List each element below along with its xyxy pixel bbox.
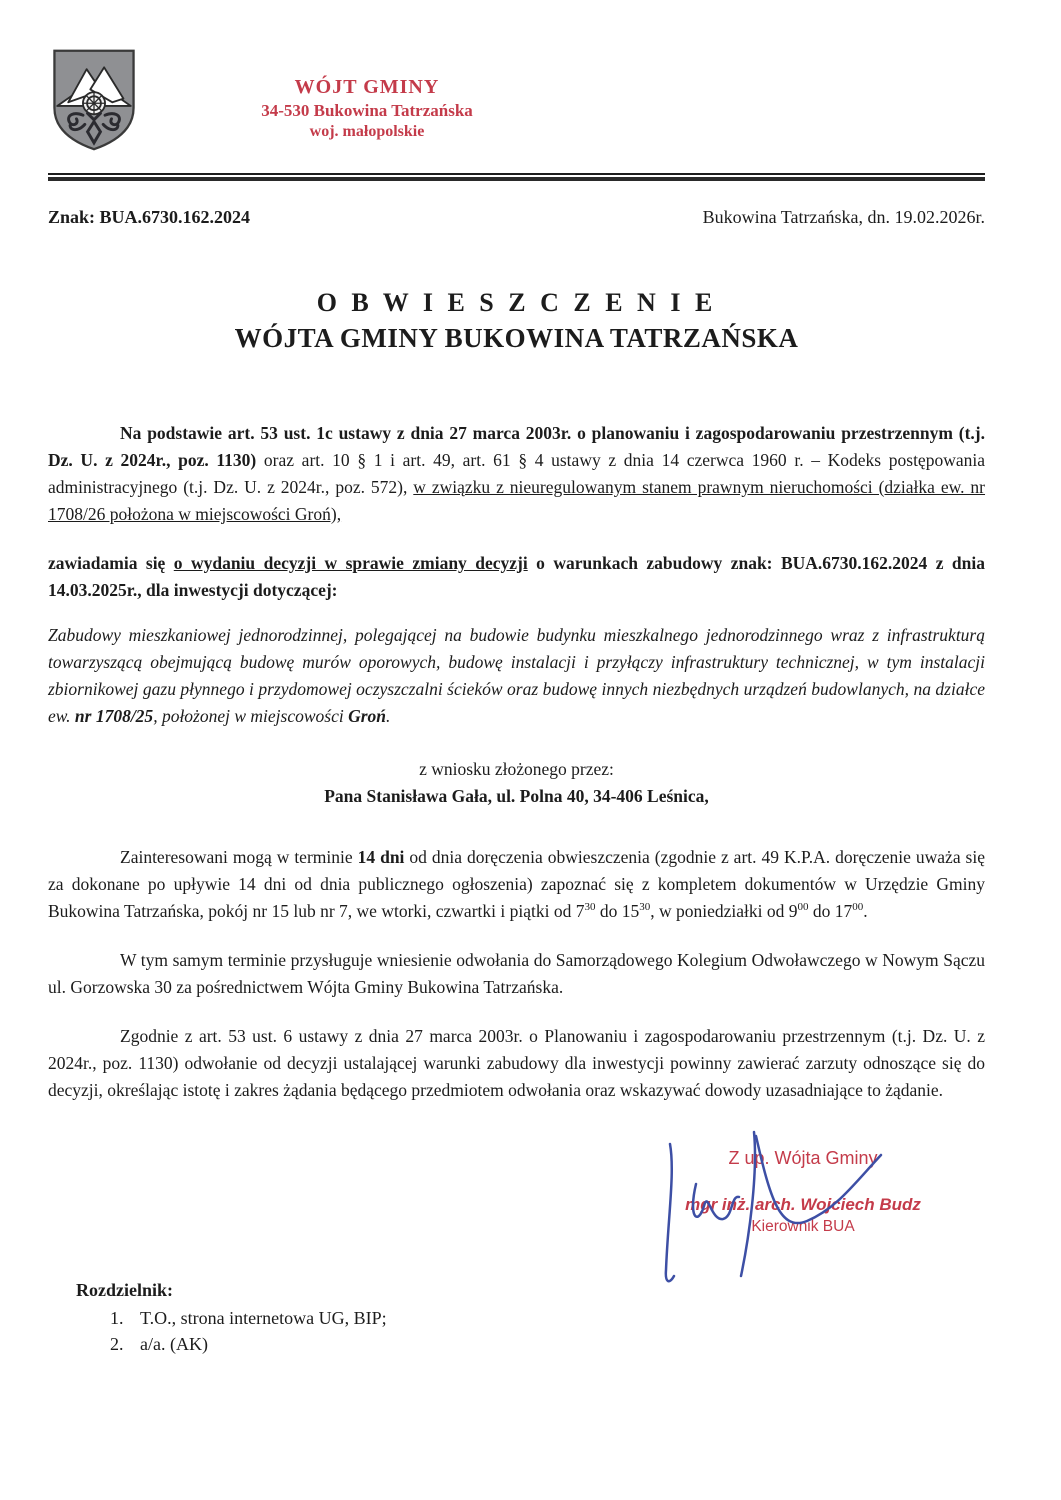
office-name: WÓJT GMINY — [294, 76, 440, 98]
legal-basis-bold: Na podstawie art. 53 ust. 1c ustawy z dnia 27 marca 2003r. o planowaniu i zagospodarowaniu przestrzennym (t.j. Dz. U. z 2024r., poz. 1130) — [48, 423, 985, 470]
investment-locality: Groń — [348, 706, 387, 726]
notification-paragraph — [48, 550, 985, 604]
inspection-terms-paragraph — [48, 844, 985, 925]
reference-row — [48, 207, 985, 228]
applicant-intro: z wniosku złożonego przez: — [419, 759, 614, 779]
investment-part1: Zabudowy mieszkaniowej jednorodzinnej, polegającej na budowie budynku mieszkalnego jednorodzinnego wraz z infrastrukturą towarzyszącą obejmującą budowę murów oporowych, budowę instalacji i przyłączy infrastruktury technicznej, w tym instalacji zbiornikowej gazu płynnego i przydomowej oczyszczalni ścieków oraz budowę innych niezbędnych urządzeń budowlanych, na działce ew. — [48, 625, 985, 726]
notification-underlined: o wydaniu decyzji w sprawie zmiany decyzji — [173, 553, 528, 573]
inspection-part5: do 17 — [808, 901, 853, 921]
distribution-list — [76, 1305, 985, 1357]
inspection-part6: . — [863, 901, 868, 921]
inspection-part4: , w poniedziałki od 9 — [650, 901, 798, 921]
inspection-deadline: 14 dni — [357, 847, 405, 867]
hour-sup-4: 00 — [852, 901, 864, 914]
place-and-date: Bukowina Tatrzańska, dn. 19.02.2026r. — [702, 207, 985, 227]
signature-on-behalf: Z up. Wójta Gminy — [728, 1148, 878, 1168]
distribution-item: 2. a/a. (AK) — [128, 1331, 985, 1357]
handwritten-signature-icon — [640, 1122, 900, 1294]
title-obwieszczenie: O B W I E S Z C Z E N I E — [316, 288, 717, 317]
coat-of-arms-icon — [48, 45, 140, 155]
legal-basis-regular: oraz art. 10 § 1 i art. 49, art. 61 § 4 ustawy z dnia 14 czerwca 1960 r. – Kodeks postępowania administracyjnego (t.j. Dz. U. z 2024r., poz. 572), — [48, 450, 985, 497]
signature-area — [48, 1138, 985, 1266]
notification-lead: zawiadamia się — [48, 553, 174, 573]
office-header-stamp — [202, 75, 532, 142]
document-title — [48, 288, 985, 354]
notification-rest: o warunkach zabudowy znak: BUA.6730.162.2024 z dnia 14.03.2025r., dla inwestycji dotyczącej: — [48, 553, 985, 600]
inspection-part3: do 15 — [595, 901, 640, 921]
office-address: 34-530 Bukowina Tatrzańska — [261, 101, 473, 120]
case-number-value: BUA.6730.162.2024 — [99, 207, 251, 227]
document-header — [48, 45, 985, 155]
inspection-part1: Zainteresowani mogą w terminie — [120, 847, 358, 867]
case-number — [48, 207, 250, 228]
header-divider — [48, 173, 985, 181]
applicant-name: Pana Stanisława Gała, ul. Polna 40, 34-406 Leśnica, — [324, 786, 709, 806]
hour-sup-2: 30 — [639, 901, 651, 914]
investment-description-paragraph — [48, 622, 985, 730]
signatory-title: Kierownik BUA — [751, 1218, 855, 1235]
inspection-part2: od dnia doręczenia obwieszczenia (zgodnie z art. 49 K.P.A. doręczenie uważa się za dokonane po upływie 14 dni od dnia publicznego ogłoszenia) zapoznać się z kompletem dokumentów w Urzędzie Gminy Bukowina Tatrzańska, pokój nr 15 lub nr 7, we wtorki, czwartki i piątki od 7 — [48, 847, 986, 921]
case-number-label: Znak: — [48, 207, 100, 227]
distribution-item: 1. T.O., strona internetowa UG, BIP; — [128, 1305, 985, 1331]
signatory-name: mgr inż. arch. Wojciech Budz — [685, 1195, 921, 1214]
legal-basis-underlined: w związku z nieuregulowanym stanem prawnym nieruchomości (działka ew. nr 1708/26 położona w miejscowości Groń), — [48, 477, 986, 524]
distribution-heading: Rozdzielnik: — [76, 1280, 173, 1300]
investment-plot-number: nr 1708/25 — [74, 706, 154, 726]
title-authority: WÓJTA GMINY BUKOWINA TATRZAŃSKA — [234, 323, 799, 353]
appeal-paragraph: W tym samym terminie przysługuje wniesienie odwołania do Samorządowego Kolegium Odwoławczego w Nowym Sączu ul. Gorzowska 30 za pośrednictwem Wójta Gminy Bukowina Tatrzańska. — [48, 950, 985, 997]
investment-part2: , położonej w miejscowości — [153, 706, 349, 726]
applicant-block — [48, 756, 985, 810]
hour-sup-1: 30 — [584, 901, 596, 914]
office-voivodeship: woj. małopolskie — [309, 123, 425, 141]
appeal-requirements-paragraph: Zgodnie z art. 53 ust. 6 ustawy z dnia 27 marca 2003r. o Planowaniu i zagospodarowaniu przestrzennym (t.j. Dz. U. z 2024r., poz. 1130) odwołanie od decyzji ustalającej warunki zabudowy dla inwestycji powinny zawierać zarzuty odnoszące się do decyzji, określając istotę i zakres żądania będącego przedmiotem odwołania oraz wskazywać dowody uzasadniające to żądanie. — [48, 1026, 985, 1100]
hour-sup-3: 00 — [797, 901, 809, 914]
legal-basis-paragraph — [48, 420, 985, 528]
investment-part3: . — [386, 706, 391, 726]
